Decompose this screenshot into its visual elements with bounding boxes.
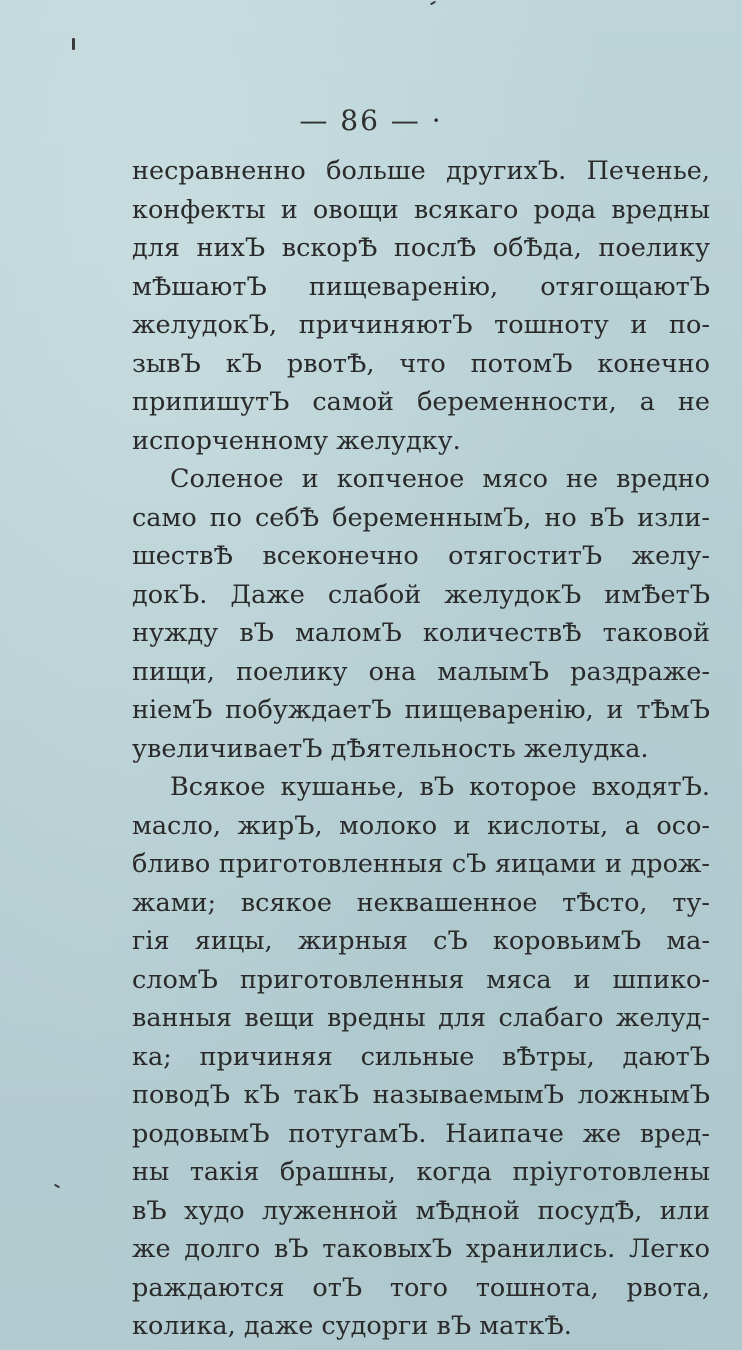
text-line: гія яицы, жирныя сЪ коровьимЪ ма- — [132, 926, 710, 956]
text-line: ка; причиняя сильные вѢтры, даютЪ — [132, 1041, 710, 1072]
text-line: желудокЪ, причиняютЪ тошноту и по- — [132, 310, 710, 340]
text-line: Всякое кушанье, вЪ которое входятЪ. — [170, 772, 710, 802]
text-line: поводЪ кЪ такЪ называемымЪ ложнымЪ — [132, 1080, 710, 1110]
text-line: жами; всякое неквашенное тѢсто, ту- — [132, 887, 710, 918]
text-line: для нихЪ вскорѢ послѢ обѢда, поелику — [132, 233, 710, 263]
text-line: сломЪ приготовленныя мяса и шпико- — [132, 964, 710, 995]
ink-speck — [72, 38, 75, 50]
page-number: — 86 — · — [299, 104, 443, 137]
text-line: несравненно больше другихЪ. Печенье, — [132, 156, 710, 186]
text-line: колика, даже судорги вЪ маткѢ. — [132, 1311, 572, 1341]
text-line: масло, жирЪ, молоко и кислоты, а осо- — [132, 810, 710, 841]
text-line: нужду вЪ маломЪ количествѢ таковой — [132, 618, 710, 648]
text-line: раждаются отЪ того тошнота, рвота, — [132, 1272, 710, 1303]
text-line: Соленое и копченое мясо не вредно — [170, 464, 710, 494]
text-line: ванныя вещи вредны для слабаго желуд- — [132, 1003, 710, 1033]
body-text — [132, 152, 710, 1346]
text-line: докЪ. Даже слабой желудокЪ имѢетЪ — [132, 579, 710, 610]
text-line: ны такія брашны, когда пріуготовлены — [132, 1157, 710, 1187]
text-line: увеличиваетЪ дѢятельность желудка. — [132, 733, 649, 764]
text-line: же долго вЪ таковыхЪ хранились. Легко — [132, 1234, 710, 1264]
text-line: вЪ худо луженной мѢдной посудѢ, или — [132, 1195, 710, 1226]
text-line: бливо приготовленныя сЪ яицами и дрож- — [132, 849, 710, 879]
text-line: зывЪ кЪ рвотѢ, что потомЪ конечно — [132, 348, 710, 379]
text-line: пищи, поелику она малымЪ раздраже- — [132, 656, 710, 687]
text-line: конфекты и овощи всякаго рода вредны — [132, 194, 710, 225]
text-line: шествѢ всеконечно отягоститЪ желу- — [132, 541, 710, 571]
text-line: родовымЪ потугамЪ. Наипаче же вред- — [132, 1118, 710, 1149]
ink-speck — [54, 1184, 60, 1189]
ink-speck — [430, 1, 436, 6]
text-line: испорченному желудку. — [132, 425, 461, 456]
text-line: мѢшаютЪ пищеваренію, отягощаютЪ — [132, 271, 710, 302]
text-line: само по себѢ беременнымЪ, но вЪ изли- — [132, 502, 710, 533]
text-line: припишутЪ самой беременности, а не — [132, 387, 710, 417]
text-line: ніемЪ побуждаетЪ пищеваренію, и тѢмЪ — [132, 695, 710, 725]
